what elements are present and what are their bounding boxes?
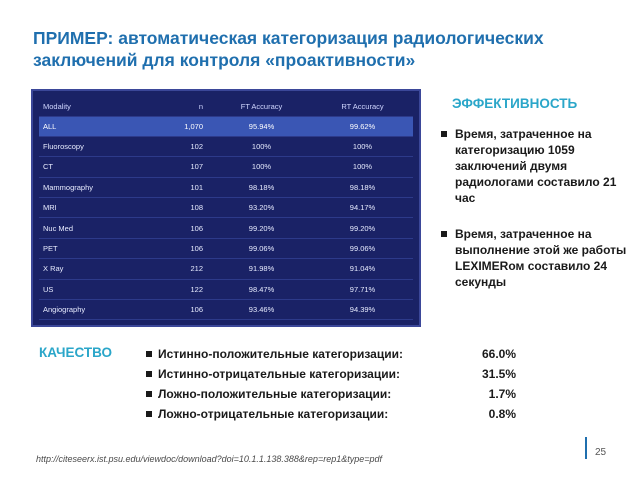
square-bullet-icon <box>146 411 152 417</box>
cell-ft-accuracy: 95.94% <box>211 116 312 136</box>
cell-n: 212 <box>174 259 211 279</box>
page-number: 25 <box>595 447 607 458</box>
square-bullet-icon <box>146 371 152 377</box>
results-table-image <box>31 89 421 327</box>
cell-modality: ALL <box>39 116 174 136</box>
cell-n: 107 <box>174 157 211 177</box>
quality-list <box>144 345 524 425</box>
cell-ft-accuracy: 100% <box>211 136 312 156</box>
cell-rt-accuracy: 94.39% <box>312 300 413 320</box>
square-bullet-icon <box>146 351 152 357</box>
cell-n: 106 <box>174 300 211 320</box>
table-row <box>39 218 413 238</box>
cell-ft-accuracy: 98.47% <box>211 279 312 299</box>
table-row <box>39 177 413 197</box>
table-row <box>39 259 413 279</box>
cell-n: 106 <box>174 238 211 258</box>
header-modality: Modality <box>39 97 174 116</box>
table-row <box>39 157 413 177</box>
results-table <box>39 97 413 320</box>
cell-modality: Mammography <box>39 177 174 197</box>
cell-ft-accuracy: 100% <box>211 157 312 177</box>
source-link[interactable]: http://citeseerx.ist.psu.edu/viewdoc/download?doi=10.1.1.138.388&rep=rep1&type=pdf <box>36 454 382 464</box>
table-header-row <box>39 97 413 116</box>
quality-label: Ложно-положительные категоризации: <box>158 387 392 401</box>
cell-modality: PET <box>39 238 174 258</box>
cell-ft-accuracy: 99.06% <box>211 238 312 258</box>
square-bullet-icon <box>441 231 447 237</box>
header-rt-accuracy: RT Accuracy <box>312 97 413 116</box>
table-row <box>39 198 413 218</box>
cell-modality: Fluoroscopy <box>39 136 174 156</box>
quality-label: Истинно-отрицательные категоризации: <box>158 367 400 381</box>
cell-rt-accuracy: 99.20% <box>312 218 413 238</box>
list-item <box>144 345 524 365</box>
cell-modality: MRI <box>39 198 174 218</box>
cell-rt-accuracy: 91.04% <box>312 259 413 279</box>
quality-label: Истинно-положительные категоризации: <box>158 347 403 361</box>
efficiency-list <box>437 126 627 310</box>
quality-heading: КАЧЕСТВО <box>39 345 113 360</box>
square-bullet-icon <box>146 391 152 397</box>
efficiency-item-text: Время, затраченное на категоризацию 1059 заключений двумя радиологами составило 21 час <box>455 127 617 205</box>
header-ft-accuracy: FT Accuracy <box>211 97 312 116</box>
cell-modality: X Ray <box>39 259 174 279</box>
table-row <box>39 116 413 136</box>
cell-n: 122 <box>174 279 211 299</box>
square-bullet-icon <box>441 131 447 137</box>
cell-rt-accuracy: 99.06% <box>312 238 413 258</box>
list-item <box>437 126 627 206</box>
quality-value: 31.5% <box>481 367 516 381</box>
cell-rt-accuracy: 99.62% <box>312 116 413 136</box>
list-item <box>144 405 524 425</box>
cell-modality: CT <box>39 157 174 177</box>
cell-rt-accuracy: 94.17% <box>312 198 413 218</box>
table-row <box>39 300 413 320</box>
list-item <box>144 385 524 405</box>
cell-n: 106 <box>174 218 211 238</box>
cell-ft-accuracy: 98.18% <box>211 177 312 197</box>
cell-n: 1,070 <box>174 116 211 136</box>
header-n: n <box>174 97 211 116</box>
quality-value: 66.0% <box>481 347 516 361</box>
cell-modality: Nuc Med <box>39 218 174 238</box>
table-row <box>39 136 413 156</box>
cell-ft-accuracy: 93.46% <box>211 300 312 320</box>
quality-value: 0.8% <box>488 407 516 421</box>
cell-rt-accuracy: 100% <box>312 136 413 156</box>
cell-rt-accuracy: 100% <box>312 157 413 177</box>
cell-rt-accuracy: 97.71% <box>312 279 413 299</box>
cell-n: 101 <box>174 177 211 197</box>
list-item <box>144 365 524 385</box>
cell-ft-accuracy: 91.98% <box>211 259 312 279</box>
cell-ft-accuracy: 99.20% <box>211 218 312 238</box>
efficiency-heading: ЭФФЕКТИВНОСТЬ <box>452 96 578 111</box>
slide-title: ПРИМЕР: автоматическая категоризация радиологических заключений для контроля «проактивности» <box>33 28 544 70</box>
cell-n: 102 <box>174 136 211 156</box>
efficiency-item-text: Время, затраченное на выполнение этой же работы LEXIMERом составило 24 секунды <box>455 227 627 289</box>
table-row <box>39 279 413 299</box>
quality-label: Ложно-отрицательные категоризации: <box>158 407 389 421</box>
cell-modality: Angiography <box>39 300 174 320</box>
page-number-divider <box>585 437 587 459</box>
cell-modality: US <box>39 279 174 299</box>
quality-value: 1.7% <box>488 387 516 401</box>
list-item <box>437 226 627 290</box>
cell-rt-accuracy: 98.18% <box>312 177 413 197</box>
cell-ft-accuracy: 93.20% <box>211 198 312 218</box>
table-row <box>39 238 413 258</box>
cell-n: 108 <box>174 198 211 218</box>
